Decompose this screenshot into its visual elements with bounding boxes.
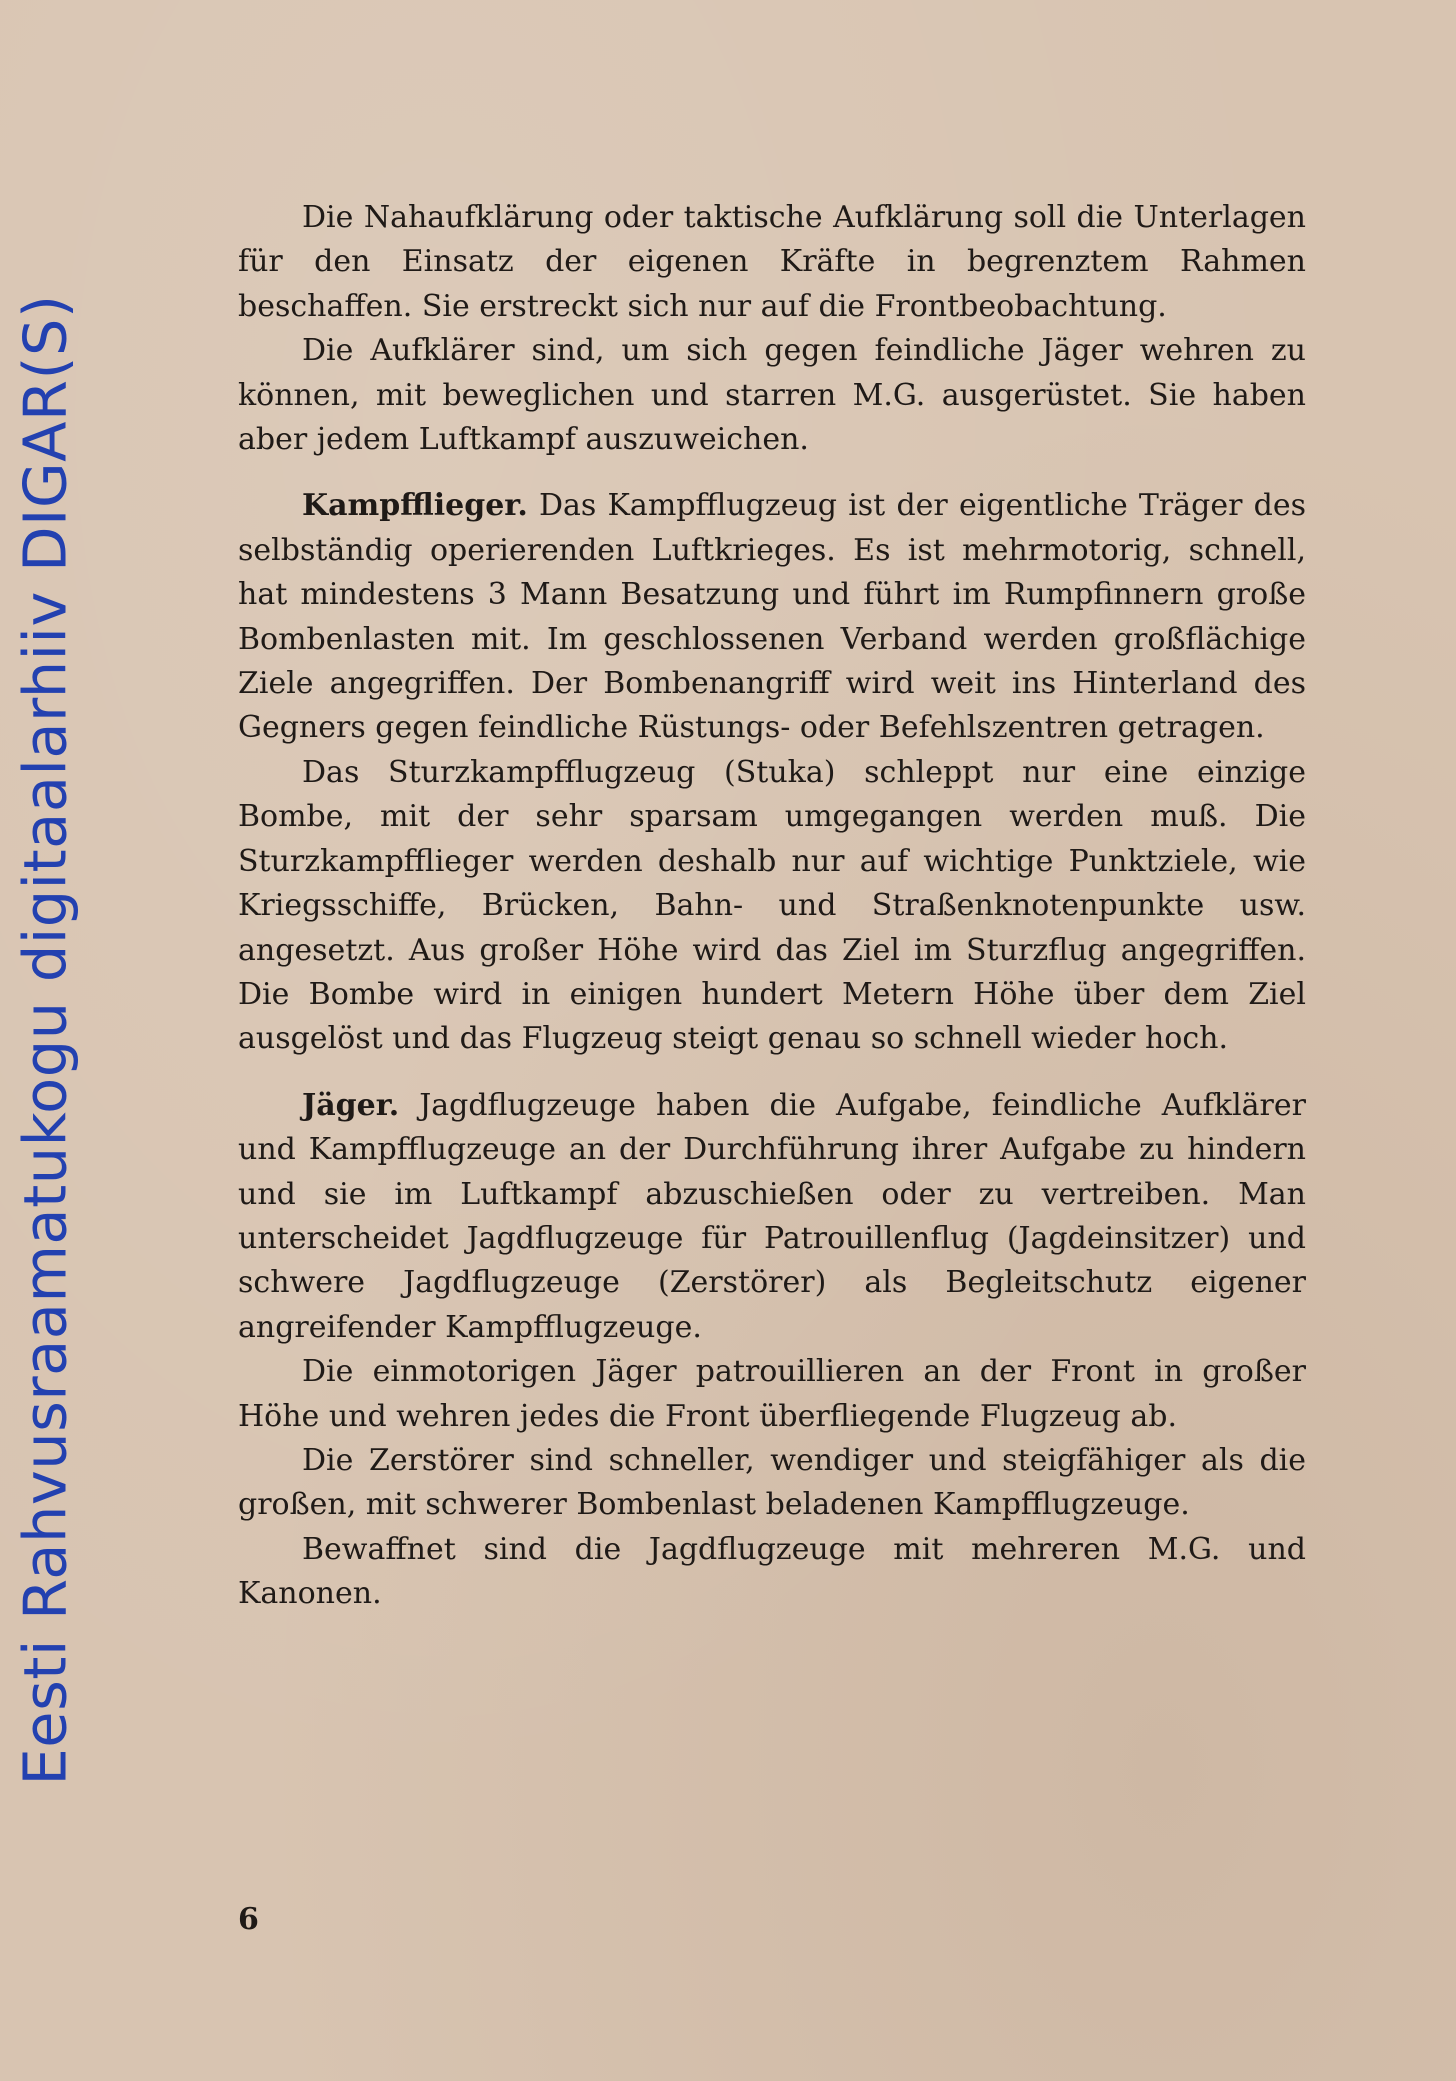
paragraph-text: Das Sturzkampfflugzeug (Stuka) schleppt nur eine einzige Bombe, mit der sehr sparsam umgegangen werden muß. Die Sturzkampfflieger werden deshalb nur auf wichtige Punktziele, wie Kriegsschiffe, Brücken, Bahn- und Straßenknotenpunkte usw. angesetzt. Aus großer Höhe wird das Ziel im Sturzflug angegriffen. Die Bombe wird in einigen hundert Metern Höhe über dem Ziel ausgelöst und das Flugzeug steigt genau so schnell wieder hoch. xyxy=(238,754,1306,1057)
paragraph-stuka xyxy=(238,751,1306,1062)
digar-watermark xyxy=(0,0,90,2081)
paragraph-einmotorige-jaeger xyxy=(238,1350,1306,1439)
paragraph-bewaffnung xyxy=(238,1528,1306,1617)
paragraph-jaeger xyxy=(238,1084,1306,1350)
paragraph-text: Die Aufklärer sind, um sich gegen feindliche Jäger wehren zu können, mit beweglichen und starren M.G. ausgerüstet. Sie haben aber jedem Luftkampf auszuweichen. xyxy=(238,333,1306,458)
paragraph-text: Die Nahaufklärung oder taktische Aufklärung soll die Unterlagen für den Einsatz der eigenen Kräfte in begrenztem Rahmen beschaffen. Sie erstreckt sich nur auf die Frontbeobachtung. xyxy=(238,200,1306,324)
paragraph-zerstoerer xyxy=(238,1439,1306,1528)
paragraph-kampfflieger xyxy=(238,484,1306,750)
watermark-text: Eesti Rahvusraamatukogu digitaalarhiiv DIGAR(S) xyxy=(10,294,80,1786)
section-term: Kampfflieger. xyxy=(302,488,528,524)
paragraph-text: Jagdflugzeuge haben die Aufgabe, feindliche Aufklärer und Kampfflugzeuge an der Durchführung ihrer Aufgabe zu hindern und sie im Luftkampf abzuschießen oder zu vertreiben. Man unterscheidet Jagdflugzeuge für Patrouillenflug (Jagdeinsitzer) und schwere Jagdflugzeuge (Zerstörer) als Begleitschutz eigener angreifender Kampfflugzeuge. xyxy=(238,1087,1306,1345)
paragraph-text: Bewaffnet sind die Jagdflugzeuge mit mehreren M.G. und Kanonen. xyxy=(238,1531,1306,1612)
section-term: Jäger. xyxy=(302,1087,400,1123)
paragraph-text: Die einmotorigen Jäger patrouillieren an der Front in großer Höhe und wehren jedes die Front überfliegende Flugzeug ab. xyxy=(238,1354,1306,1434)
page-number: 6 xyxy=(238,1902,259,1937)
paragraph-text: Das Kampfflugzeug ist der eigentliche Träger des selbständig operierenden Luftkrieges. Es ist mehrmotorig, schnell, hat mindestens 3 Mann Besatzung und führt im Rumpfinnern große Bombenlasten mit. Im geschlossenen Verband werden großflächige Ziele angegriffen. Der Bombenangriff wird weit ins Hinterland des Gegners gegen feindliche Rüstungs- oder Befehlszentren getragen. xyxy=(238,488,1306,746)
page-body xyxy=(238,196,1306,1617)
paragraph-aufklaerer xyxy=(238,329,1306,462)
paragraph-text: Die Zerstörer sind schneller, wendiger und steigfähiger als die großen, mit schwerer Bombenlast beladenen Kampfflugzeuge. xyxy=(238,1442,1306,1523)
paragraph-nahaufklaerung xyxy=(238,196,1306,329)
